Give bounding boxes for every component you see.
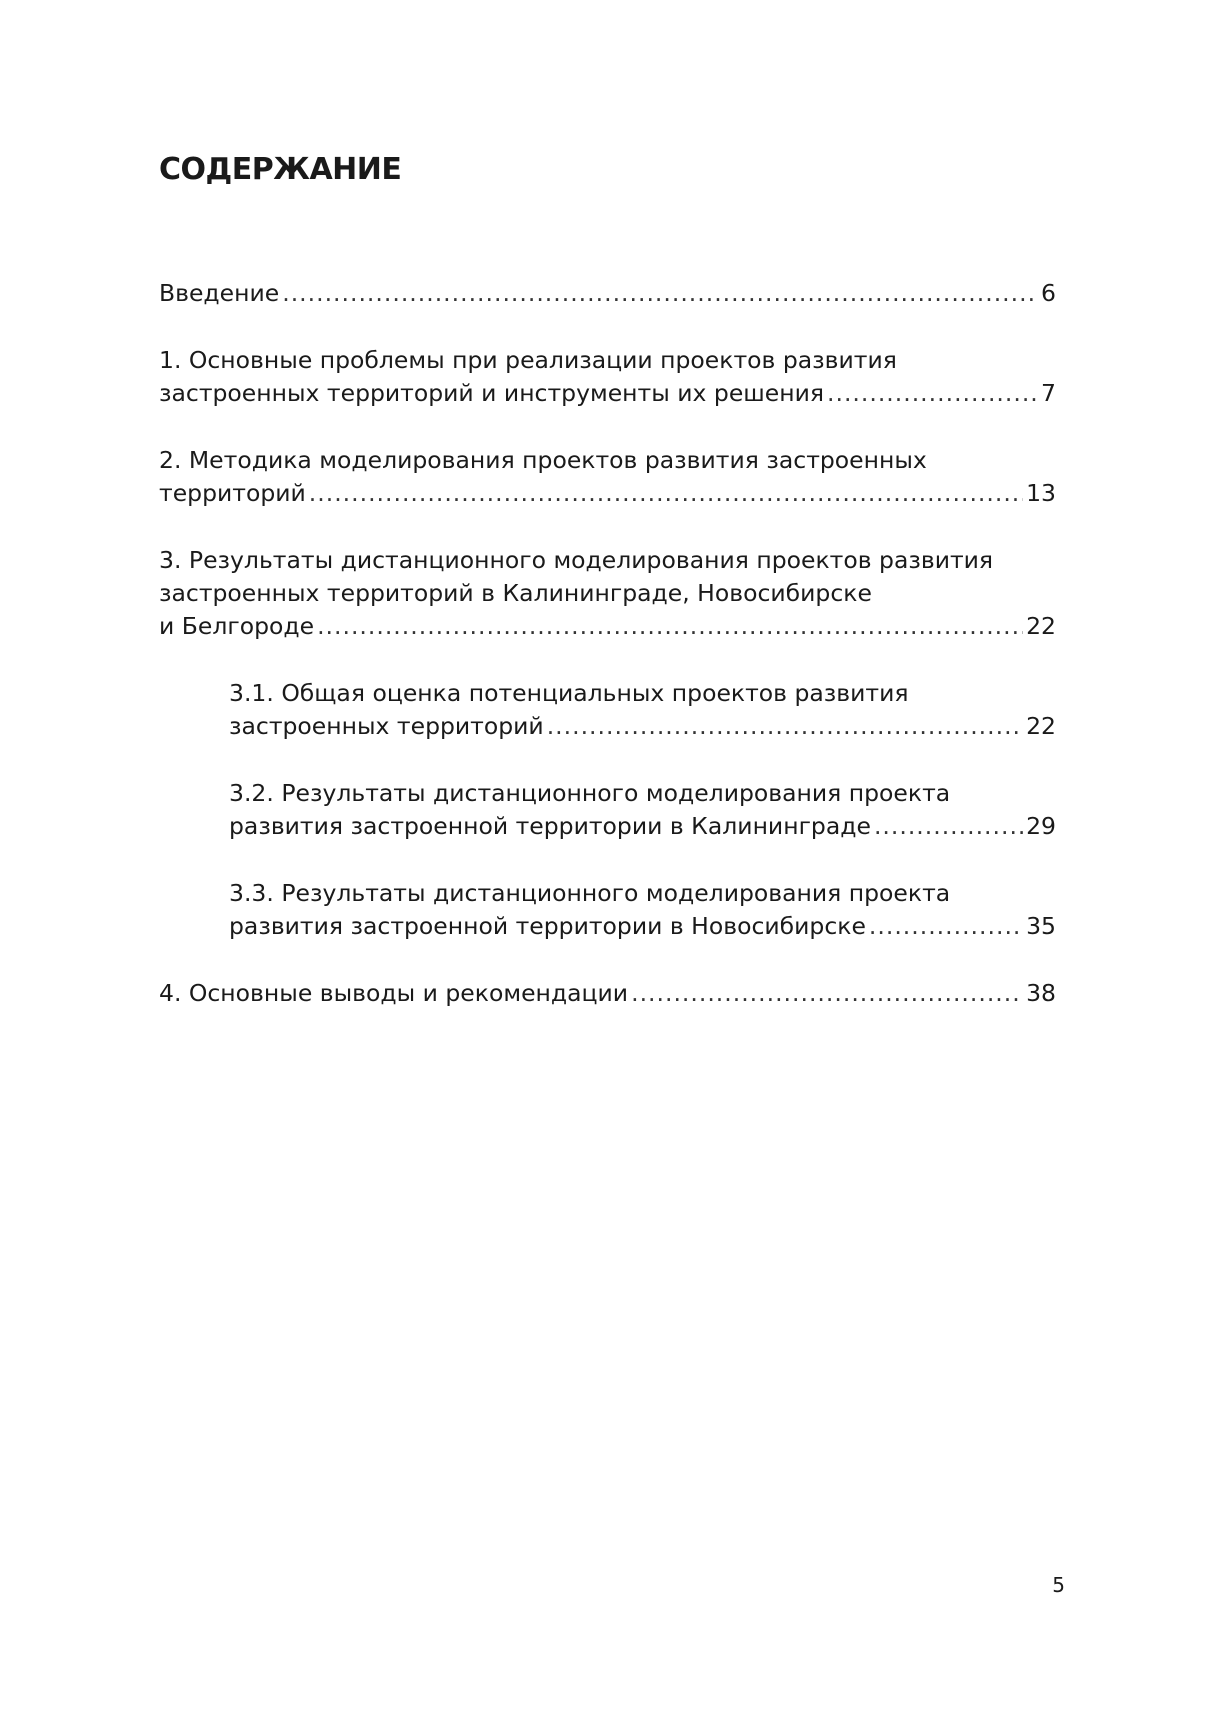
toc-entry-page: 7 [1041,379,1056,407]
dot-leader [282,277,1038,310]
dot-leader [827,377,1038,410]
toc-entry-section-4[interactable] [159,977,1056,1010]
toc-entry-title-line: застроенных территорий в Калининграде, Новосибирске [159,579,872,607]
toc-entry-page: 22 [1026,712,1056,740]
toc-entry-last-line [159,610,1056,643]
dot-leader [547,710,1023,743]
dot-leader [317,610,1023,643]
toc-entry-last-line [159,977,1056,1010]
toc-entry-title-line: 3.2. Результаты дистанционного моделирования проекта [229,779,951,807]
toc-entry-title: 4. Основные выводы и рекомендации [159,979,629,1007]
toc-entry-last-line [159,277,1056,310]
toc-entry-title: территорий [159,479,306,507]
toc-entry-page: 29 [1026,812,1056,840]
toc-entry-title: и Белгороде [159,612,315,640]
toc-entry-section-1[interactable] [159,344,1056,410]
toc-entry-section-3-3[interactable] [229,877,1056,943]
toc-entry-section-3[interactable] [159,544,1056,643]
toc-entry-last-line [229,810,1056,843]
toc-entry-last-line [159,377,1056,410]
toc-entry-section-2[interactable] [159,444,1056,510]
toc-entry-title: застроенных территорий и инструменты их решения [159,379,825,407]
dot-leader [869,910,1023,943]
dot-leader [309,477,1023,510]
toc-entry-title-line: 2. Методика моделирования проектов развития застроенных [159,446,927,474]
page-title: СОДЕРЖАНИЕ [159,152,402,187]
toc-entry-last-line [229,910,1056,943]
toc-entry-last-line [159,477,1056,510]
toc-entry-title-line: 1. Основные проблемы при реализации проектов развития [159,346,897,374]
toc-entry-title-line: 3.3. Результаты дистанционного моделирования проекта [229,879,951,907]
toc-entry-last-line [229,710,1056,743]
toc-entry-section-3-2[interactable] [229,777,1056,843]
toc-entry-title-line: 3.1. Общая оценка потенциальных проектов развития [229,679,909,707]
dot-leader [631,977,1023,1010]
toc-entry-title-line: 3. Результаты дистанционного моделирования проектов развития [159,546,994,574]
table-of-contents [159,277,1056,1044]
toc-entry-title: застроенных территорий [229,712,544,740]
toc-entry-page: 38 [1026,979,1056,1007]
toc-entry-page: 35 [1026,912,1056,940]
dot-leader [874,810,1023,843]
toc-entry-page: 6 [1041,279,1056,307]
page-number: 5 [1052,1573,1065,1597]
toc-entry-page: 22 [1026,612,1056,640]
toc-entry-title: Введение [159,279,280,307]
toc-entry-section-3-1[interactable] [229,677,1056,743]
toc-entry-page: 13 [1026,479,1056,507]
toc-entry-title: развития застроенной территории в Новосибирске [229,912,866,940]
toc-entry-title: развития застроенной территории в Калининграде [229,812,871,840]
toc-entry-introduction[interactable] [159,277,1056,310]
